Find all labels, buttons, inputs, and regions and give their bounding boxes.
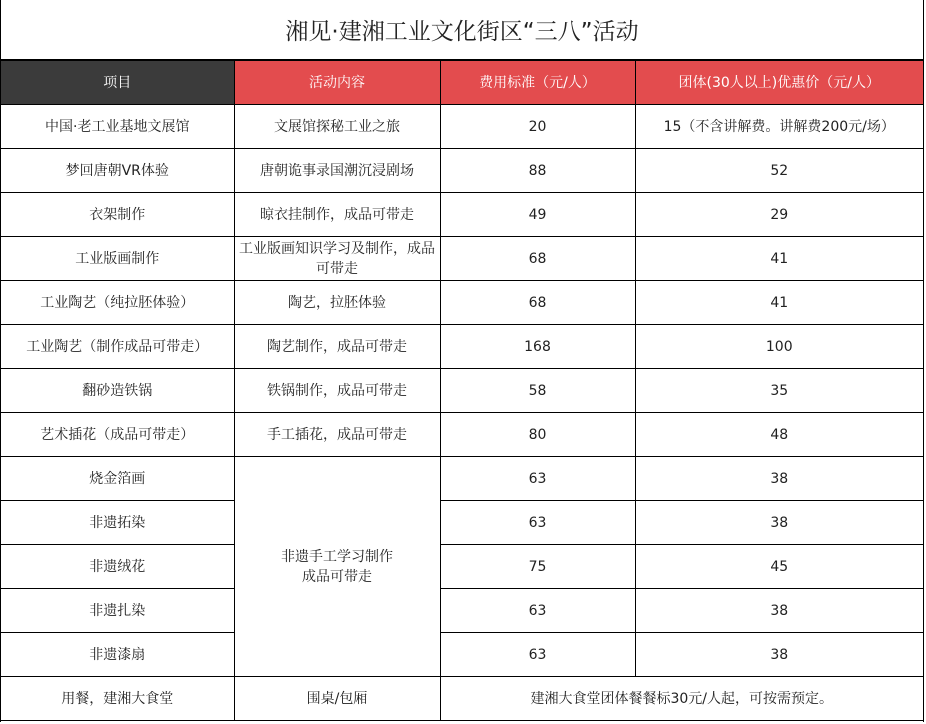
- table-row: [1, 325, 923, 369]
- cell-item: 艺术插花（成品可带走）: [1, 413, 234, 457]
- cell-item: 衣架制作: [1, 193, 234, 237]
- table-row: [1, 237, 923, 281]
- cell-item: 非遗漆扇: [1, 633, 234, 677]
- cell-price: 168: [440, 325, 635, 369]
- header-group-price: 团体(30人以上)优惠价（元/人）: [635, 61, 923, 105]
- cell-group-price: 38: [635, 589, 923, 633]
- cell-meal-note: 建湘大食堂团体餐餐标30元/人起，可按需预定。: [440, 677, 923, 721]
- cell-price: 80: [440, 413, 635, 457]
- cell-item: 工业版画制作: [1, 237, 234, 281]
- page-title: 湘见·建湘工业文化街区“三八”活动: [1, 0, 923, 60]
- cell-price: 68: [440, 237, 635, 281]
- table-row: [1, 501, 923, 545]
- cell-item: 工业陶艺（纯拉胚体验）: [1, 281, 234, 325]
- cell-group-price: 35: [635, 369, 923, 413]
- cell-price: 68: [440, 281, 635, 325]
- table-row: [1, 457, 923, 501]
- table-row: [1, 369, 923, 413]
- cell-content: 文展馆探秘工业之旅: [234, 105, 440, 149]
- cell-content: 工业版画知识学习及制作，成品可带走: [234, 237, 440, 281]
- cell-price: 63: [440, 633, 635, 677]
- cell-price: 63: [440, 457, 635, 501]
- cell-item: 翻砂造铁锅: [1, 369, 234, 413]
- cell-group-price: 52: [635, 149, 923, 193]
- cell-price: 63: [440, 501, 635, 545]
- header-item: 项目: [1, 61, 234, 105]
- cell-group-price: 38: [635, 633, 923, 677]
- cell-item: 非遗绒花: [1, 545, 234, 589]
- cell-content: 唐朝诡事录国潮沉浸剧场: [234, 149, 440, 193]
- table-row: [1, 589, 923, 633]
- cell-content: 铁锅制作，成品可带走: [234, 369, 440, 413]
- activity-table: [1, 60, 923, 721]
- cell-item: 烧金箔画: [1, 457, 234, 501]
- cell-group-price: 15（不含讲解费。讲解费200元/场）: [635, 105, 923, 149]
- cell-content: 手工插花，成品可带走: [234, 413, 440, 457]
- header-price: 费用标准（元/人）: [440, 61, 635, 105]
- cell-content: 晾衣挂制作，成品可带走: [234, 193, 440, 237]
- table-row: [1, 105, 923, 149]
- cell-content: 陶艺，拉胚体验: [234, 281, 440, 325]
- cell-group-price: 38: [635, 457, 923, 501]
- cell-price: 75: [440, 545, 635, 589]
- cell-item: 非遗拓染: [1, 501, 234, 545]
- cell-group-price: 41: [635, 281, 923, 325]
- table-row: [1, 193, 923, 237]
- table-row: [1, 149, 923, 193]
- cell-group-price: 29: [635, 193, 923, 237]
- cell-item: 梦回唐朝VR体验: [1, 149, 234, 193]
- cell-group-price: 48: [635, 413, 923, 457]
- cell-content-merged: [234, 457, 440, 677]
- cell-group-price: 38: [635, 501, 923, 545]
- cell-content: 陶艺制作，成品可带走: [234, 325, 440, 369]
- table-row: [1, 633, 923, 677]
- merged-content-line: 成品可带走: [302, 568, 372, 585]
- table-row: [1, 545, 923, 589]
- table-row: [1, 281, 923, 325]
- table-row: [1, 413, 923, 457]
- cell-group-price: 41: [635, 237, 923, 281]
- cell-price: 88: [440, 149, 635, 193]
- merged-content-line: 非遗手工学习制作: [281, 548, 393, 565]
- cell-price: 58: [440, 369, 635, 413]
- table-header-row: [1, 61, 923, 105]
- cell-item: 用餐，建湘大食堂: [1, 677, 234, 721]
- cell-price: 49: [440, 193, 635, 237]
- cell-group-price: 100: [635, 325, 923, 369]
- cell-item: 非遗扎染: [1, 589, 234, 633]
- cell-price: 20: [440, 105, 635, 149]
- cell-price: 63: [440, 589, 635, 633]
- table-row-meal: [1, 677, 923, 721]
- cell-item: 工业陶艺（制作成品可带走）: [1, 325, 234, 369]
- cell-group-price: 45: [635, 545, 923, 589]
- header-content: 活动内容: [234, 61, 440, 105]
- cell-content: 围桌/包厢: [234, 677, 440, 721]
- cell-item: 中国·老工业基地文展馆: [1, 105, 234, 149]
